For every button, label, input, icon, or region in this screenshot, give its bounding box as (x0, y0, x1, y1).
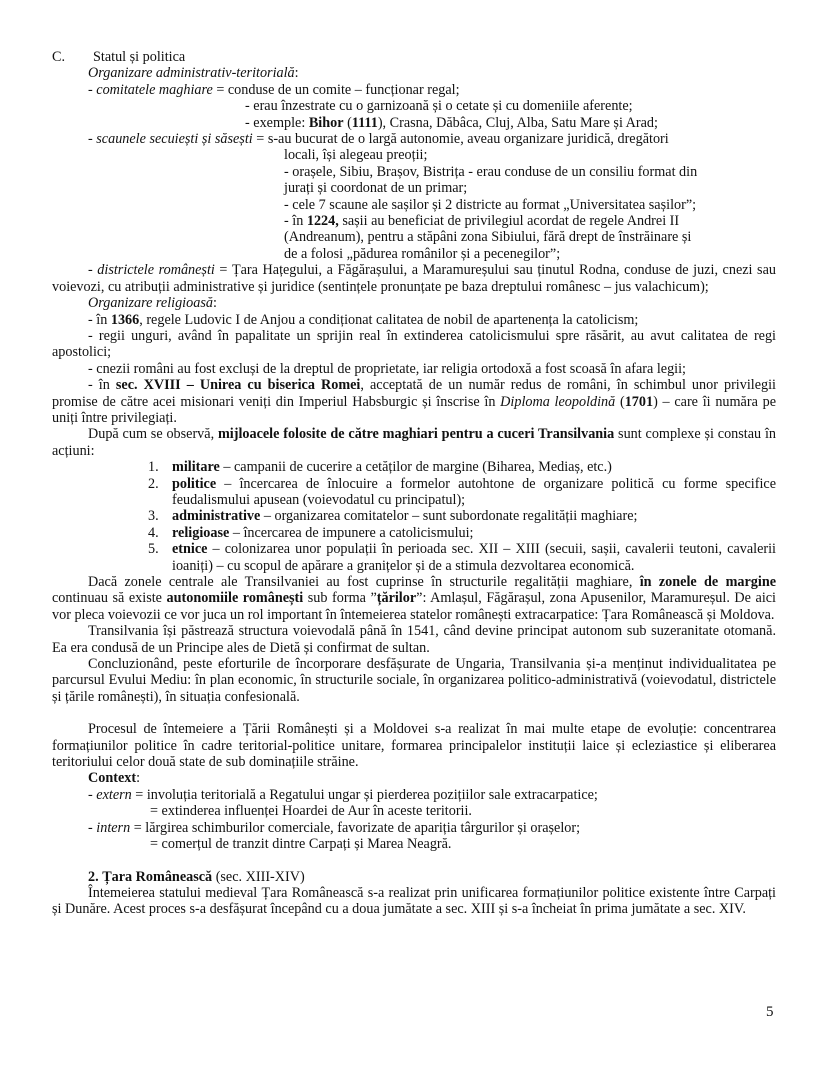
list-item: 5. etnice – colonizarea unor populații în perioada sec. XII – XIII (secuii, sașii, cavalerii teutoni, cavalerii ioaniți) – cu scopul de apărare a granițelor și de a stimula dezvoltarea economică. (148, 541, 776, 574)
section-heading (52, 49, 776, 65)
religion-heading: Organizare religioasă: (88, 295, 217, 312)
list-item: 4. religioase – încercarea de impunere a catolicismului; (148, 524, 474, 541)
context-heading: Context: (88, 770, 141, 787)
founding-paragraph: Procesul de întemeiere a Țării Românești și a Moldovei s-a realizat în mai multe etape de evoluție: concentrarea formațiunilor politice în cadre teritorial-politice unitare, formarea principalelor instituții laice și ecleziastice și eliberarea teritoriului celor două state de sub dominațiile străine. (52, 721, 776, 771)
means-intro: După cum se observă, mijloacele folosite de către maghiari pentru a cuceri Transilvania sunt complexe și constau în acțiuni: (52, 426, 776, 459)
context-extern-1: - extern = involuția teritorială a Regatului ungar și pierderea pozițiilor sale extracarpatice; (88, 786, 598, 803)
context-extern-2: = extinderea influenței Hoardei de Aur în aceste teritorii. (150, 803, 472, 820)
scaune-sub1b: jurați și coordonat de un primar; (284, 180, 468, 197)
section-letter: C. (52, 49, 66, 65)
list-item: 3. administrative – organizarea comitatelor – sunt subordonate regalității maghiare; (148, 508, 638, 525)
districte-paragraph: - districtele românești = Țara Hațegului, a Făgărașului, a Maramureșului sau ținutul Rodna, conduse de juzi, cnezi sau voievozi, cu atribuții administrative și juridice (sentințele pronunțate pe baza dreptului românesc – jus valachicum); (52, 262, 776, 295)
comitate-sub1: - erau înzestrate cu o garnizoană și o cetate și cu domeniile aferente; (245, 98, 633, 115)
tara-romaneasca-heading: 2. Țara Românească (sec. XIII-XIV) (88, 868, 305, 885)
admin-heading: Organizare administrativ-teritorială: (88, 65, 299, 82)
document-page (52, 49, 776, 918)
scaune-sub3: - în 1224, sașii au beneficiat de privilegiul acordat de regele Andrei II (284, 213, 680, 230)
tara-romaneasca-paragraph: Întemeierea statului medieval Țara Românească s-a realizat prin unificarea formațiunilor politice existente între Carpați și Dunăre. Acest proces s-a desfășurat începând cu a doua jumătate a sec. XIII și s-a încheiat în prima jumătate a sec. XIV. (52, 884, 776, 918)
context-intern-1: - intern = lărgirea schimburilor comerciale, favorizate de apariția târgurilor și orașelor; (88, 819, 581, 836)
list-item: 2. politice – încercarea de înlocuire a formelor autohtone de organizare politică cu forme specifice feudalismului apusean (voievodatul cu principatul); (148, 475, 776, 508)
religion-item-4: - în sec. XVIII – Unirea cu biserica Romei, acceptată de un număr redus de români, în schimbul unor privilegii promise de către acei misionari veniți din Imperiul Habsburgic și înscrise în Diploma leopoldină (1701) – care îi număra pe uniți între privilegiați. (52, 377, 777, 426)
comitate-term: comitatele maghiare (96, 81, 213, 98)
comitate-line: - comitatele maghiare = conduse de un comite – funcționar regal; (88, 81, 460, 98)
conclusion-paragraph: Concluzionând, peste eforturile de încorporare desfășurate de Ungaria, Transilvania și-a menținut individualitatea pe parcursul Evului Mediu: în plan economic, în structurile sociale, în organizarea politico-administrativă (voievodatul, districtele și țările românești), în situația confesională. (52, 656, 776, 705)
religion-item-2: - regii unguri, având în papalitate un sprijin real în extinderea catolicismului spre răsărit, au avut calitatea de regi apostolici; (52, 327, 776, 361)
religion-item-3: - cnezii români au fost excluși de la dreptul de proprietate, iar religia ortodoxă a fost scoasă în afara legii; (88, 360, 687, 377)
context-intern-2: = comerțul de tranzit dintre Carpați și Marea Neagră. (150, 836, 452, 853)
comitate-sub2: - exemple: Bihor (1111), Crasna, Dăbâca, Cluj, Alba, Satu Mare și Arad; (245, 114, 658, 131)
scaune-line: - scaunele secuiești și săsești = s-au bucurat de o largă autonomie, aveau organizare juridică, dregători (88, 131, 669, 148)
principat-paragraph: Transilvania își păstrează structura voievodală până în 1541, când devine principat autonom sub suzeranitate otomană. Ea era condusă de un Principe ales de Dietă și confirmat de sultan. (52, 623, 776, 656)
margins-paragraph: Dacă zonele centrale ale Transilvaniei au fost cuprinse în structurile regalității maghiare, în zonele de margine continuau să existe autonomiile românești sub forma ”țărilor”: Amlașul, Făgărașul, zona Apusenilor, Maramureșul. De aici vor pleca voievozii ce vor juca un rol important în întemeierea statelor românești extracarpatice: Țara Românească și Moldova. (52, 574, 777, 623)
scaune-sub1a: - orașele, Sibiu, Brașov, Bistrița - erau conduse de un consiliu format din (284, 163, 698, 180)
scaune-term: scaunele secuiești și săsești (96, 131, 253, 148)
religion-item-1: - în 1366, regele Ludovic I de Anjou a condiționat calitatea de nobil de apartenența la catolicism; (88, 311, 639, 328)
scaune-cont: locali, își alegeau preoții; (284, 147, 428, 164)
scaune-sub2: - cele 7 scaune ale sașilor și 2 districte au format „Universitatea sașilor”; (284, 196, 697, 213)
page-number: 5 (766, 1004, 774, 1020)
scaune-sub3c: de a folosi „pădurea românilor și a pecenegilor”; (284, 245, 561, 262)
scaune-sub3b: (Andreanum), pentru a stăpâni zona Sibiului, fără drept de înstrăinare și (284, 229, 692, 246)
section-title: Statul și politica (93, 49, 186, 65)
means-list (52, 459, 776, 574)
list-item: 1. militare – campanii de cucerire a cetăților de margine (Biharea, Mediaș, etc.) (148, 459, 612, 476)
